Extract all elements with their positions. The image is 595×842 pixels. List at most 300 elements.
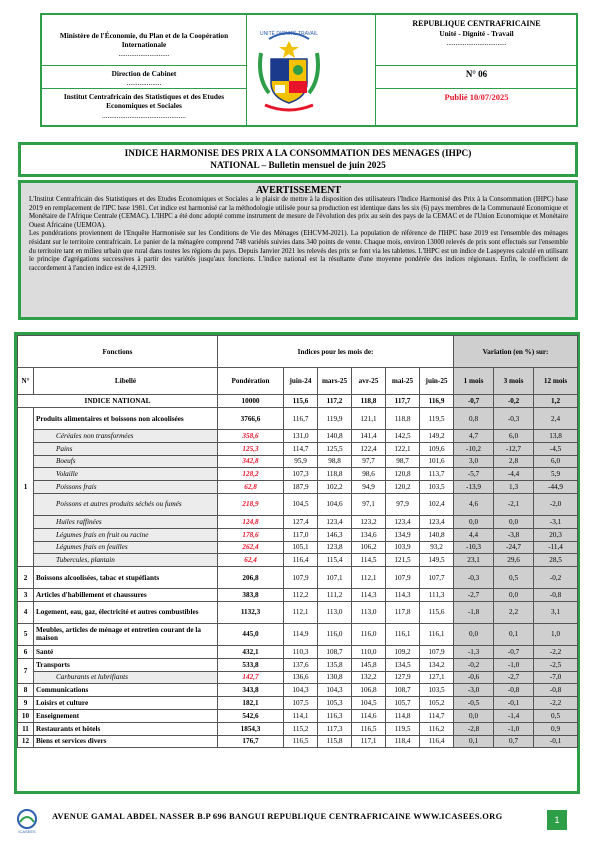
- variation-cell: 3,0: [454, 455, 494, 468]
- index-value-cell: 119,5: [420, 408, 454, 430]
- index-value-cell: 116,5: [352, 722, 386, 735]
- weight-cell: 124,8: [218, 515, 284, 528]
- variation-cell: -4,4: [494, 468, 534, 481]
- index-value-cell: 102,4: [420, 493, 454, 515]
- index-value-cell: 149,5: [420, 554, 454, 567]
- header-var: 1 mois: [454, 368, 494, 395]
- weight-cell: 533,8: [218, 658, 284, 671]
- header-month: avr-25: [352, 368, 386, 395]
- header-month: juin-25: [420, 368, 454, 395]
- index-value-cell: 110,0: [352, 645, 386, 658]
- index-value-cell: 104,3: [318, 684, 352, 697]
- emblem-motto: UNITÉ DIGNITÉ TRAVAIL: [259, 31, 319, 37]
- index-value-cell: 114,3: [352, 589, 386, 602]
- index-value-cell: 115,6: [420, 601, 454, 623]
- index-value-cell: 108,7: [386, 684, 420, 697]
- index-value-cell: 135,8: [318, 658, 352, 671]
- variation-cell: 0,0: [494, 515, 534, 528]
- warning-heading: AVERTISSEMENT: [255, 185, 342, 196]
- weight-cell: 128,2: [218, 468, 284, 481]
- variation-cell: -24,7: [494, 541, 534, 554]
- index-value-cell: 116,4: [420, 735, 454, 748]
- ministry-dots: ............................: [118, 49, 170, 58]
- function-row: [18, 408, 578, 430]
- index-value-cell: 117,1: [352, 735, 386, 748]
- function-label: Loisirs et culture: [34, 697, 218, 710]
- index-value-cell: 117,3: [318, 722, 352, 735]
- header-right: [375, 15, 577, 125]
- variation-cell: -1,3: [454, 645, 494, 658]
- title-line-1: INDICE HARMONISE DES PRIX A LA CONSOMMATION DES MENAGES (IHPC): [124, 149, 472, 159]
- variation-cell: -1,4: [494, 709, 534, 722]
- header-no: N°: [18, 368, 34, 395]
- index-value-cell: 107,3: [284, 468, 318, 481]
- variation-cell: 0,0: [454, 709, 494, 722]
- sub-item-row: [18, 515, 578, 528]
- variation-cell: 4,6: [454, 493, 494, 515]
- function-label: Biens et services divers: [34, 735, 218, 748]
- institute-name: Institut Centrafricain des Statistiques et des Etudes Economiques et Sociales: [63, 92, 225, 110]
- variation-cell: 0,5: [494, 567, 534, 589]
- variation-cell: -10,3: [454, 541, 494, 554]
- function-number: 8: [18, 684, 34, 697]
- sub-item-label: Volaille: [34, 468, 218, 481]
- sub-item-label: Carburants et lubrifiants: [34, 671, 218, 684]
- national-val: 117,7: [386, 395, 420, 408]
- header-var: 12 mois: [534, 368, 578, 395]
- weight-cell: 62,4: [218, 554, 284, 567]
- index-value-cell: 107,9: [284, 567, 318, 589]
- sub-item-label: Boeufs: [34, 455, 218, 468]
- weight-cell: 358,6: [218, 430, 284, 443]
- variation-cell: 4,4: [454, 528, 494, 541]
- variation-cell: -0,3: [494, 408, 534, 430]
- index-value-cell: 123,2: [352, 515, 386, 528]
- index-value-cell: 114,6: [352, 709, 386, 722]
- index-value-cell: 114,3: [386, 589, 420, 602]
- index-value-cell: 105,3: [318, 697, 352, 710]
- variation-cell: 29,6: [494, 554, 534, 567]
- weight-cell: 1854,3: [218, 722, 284, 735]
- header-ponderation: Pondération: [218, 368, 284, 395]
- function-row: [18, 697, 578, 710]
- function-label: Meubles, articles de ménage et entretien courant de la maison: [34, 623, 218, 645]
- index-value-cell: 118,8: [318, 468, 352, 481]
- cabinet-name: Direction de Cabinet: [111, 69, 177, 78]
- index-value-cell: 116,5: [284, 735, 318, 748]
- index-value-cell: 95,9: [284, 455, 318, 468]
- function-row: [18, 645, 578, 658]
- index-value-cell: 112,1: [284, 601, 318, 623]
- variation-cell: -11,4: [534, 541, 578, 554]
- variation-cell: 20,3: [534, 528, 578, 541]
- variation-cell: -1,0: [494, 722, 534, 735]
- function-row: [18, 658, 578, 671]
- sub-item-row: [18, 455, 578, 468]
- sub-item-label: Légumes frais en feuilles: [34, 541, 218, 554]
- index-value-cell: 116,4: [284, 554, 318, 567]
- variation-cell: 0,9: [534, 722, 578, 735]
- index-value-cell: 116,3: [318, 709, 352, 722]
- sub-item-label: Poissons frais: [34, 481, 218, 494]
- function-number: 11: [18, 722, 34, 735]
- index-value-cell: 110,3: [284, 645, 318, 658]
- ministry-name: Ministère de l'Économie, du Plan et de la Coopération Internationale: [59, 31, 229, 49]
- national-var: -0,2: [494, 395, 534, 408]
- variation-cell: 4,7: [454, 430, 494, 443]
- index-value-cell: 103,9: [386, 541, 420, 554]
- function-number: 2: [18, 567, 34, 589]
- sub-item-label: Tubercules, plantain: [34, 554, 218, 567]
- weight-cell: 176,7: [218, 735, 284, 748]
- index-value-cell: 97,7: [352, 455, 386, 468]
- warning-box: [18, 180, 578, 320]
- index-value-cell: 122,1: [386, 442, 420, 455]
- index-value-cell: 127,1: [420, 671, 454, 684]
- index-value-cell: 117,0: [284, 528, 318, 541]
- national-index-row: [18, 395, 578, 408]
- variation-cell: -13,9: [454, 481, 494, 494]
- logo-text: ICASEES: [18, 829, 36, 834]
- function-row: [18, 589, 578, 602]
- variation-cell: -2,2: [534, 697, 578, 710]
- bulletin-number: N° 06: [465, 69, 488, 79]
- weight-cell: 125,3: [218, 442, 284, 455]
- index-value-cell: 142,5: [386, 430, 420, 443]
- weight-cell: 342,8: [218, 455, 284, 468]
- function-label: Enseignement: [34, 709, 218, 722]
- variation-cell: 2,4: [534, 408, 578, 430]
- sub-item-label: Poissons et autres produits séchés ou fumés: [34, 493, 218, 515]
- variation-cell: 6,0: [534, 455, 578, 468]
- index-value-cell: 116,1: [420, 623, 454, 645]
- index-value-cell: 101,6: [420, 455, 454, 468]
- index-value-cell: 131,0: [284, 430, 318, 443]
- sub-item-row: [18, 554, 578, 567]
- variation-cell: -2,2: [534, 645, 578, 658]
- national-pond: 10000: [218, 395, 284, 408]
- index-value-cell: 121,1: [352, 408, 386, 430]
- variation-cell: 13,8: [534, 430, 578, 443]
- variation-cell: -0,1: [534, 735, 578, 748]
- national-val: 117,2: [318, 395, 352, 408]
- index-value-cell: 116,0: [318, 623, 352, 645]
- header-var: 3 mois: [494, 368, 534, 395]
- warning-paragraph-1: L'Institut Centrafricain des Statistiques et des Etudes Economiques et Sociales a le plaisir de mettre à la disposition des utilisateurs l'Indice Harmonisé des Prix à la Consommation (IHPC) base 2019 en remplacement de l'IPC base 1981. Cet indice est harmonisé car la méthodologie utilisée pour sa production est identique dans les six (6) pays membres de la Communauté Economique et Monétaire de l'Afrique Centrale (CEMAC). L'IHPC a été donc adopté comme instrument de mesure de l'évolution des prix au sein des pays de la CEMAC et de l'Union Economique et Monétaire Ouest Africaine (UEMOA).: [29, 196, 568, 229]
- sub-item-row: [18, 468, 578, 481]
- index-value-cell: 116,0: [352, 623, 386, 645]
- index-value-cell: 111,2: [318, 589, 352, 602]
- index-value-cell: 107,1: [318, 567, 352, 589]
- variation-cell: -2,7: [494, 671, 534, 684]
- weight-cell: 542,6: [218, 709, 284, 722]
- index-value-cell: 115,4: [318, 554, 352, 567]
- publication-date: Publié 10/07/2025: [444, 92, 509, 102]
- variation-cell: -44,9: [534, 481, 578, 494]
- index-value-cell: 109,2: [386, 645, 420, 658]
- variation-cell: -0,5: [454, 697, 494, 710]
- function-label: Boissons alcoolisées, tabac et stupéfiants: [34, 567, 218, 589]
- variation-cell: 0,0: [494, 589, 534, 602]
- index-value-cell: 105,1: [284, 541, 318, 554]
- weight-cell: 62,8: [218, 481, 284, 494]
- index-value-cell: 98,8: [318, 455, 352, 468]
- weight-cell: 1132,3: [218, 601, 284, 623]
- index-value-cell: 134,6: [352, 528, 386, 541]
- variation-cell: -3,8: [494, 528, 534, 541]
- variation-cell: -0,8: [534, 589, 578, 602]
- index-value-cell: 114,5: [352, 554, 386, 567]
- variation-cell: -4,5: [534, 442, 578, 455]
- index-value-cell: 117,8: [386, 601, 420, 623]
- index-value-cell: 107,7: [420, 567, 454, 589]
- index-value-cell: 107,9: [420, 645, 454, 658]
- variation-cell: 0,5: [534, 709, 578, 722]
- index-value-cell: 119,9: [318, 408, 352, 430]
- index-value-cell: 134,2: [420, 658, 454, 671]
- function-row: [18, 709, 578, 722]
- index-value-cell: 108,7: [318, 645, 352, 658]
- function-label: Transports: [34, 658, 218, 671]
- index-value-cell: 146,3: [318, 528, 352, 541]
- function-label: Restaurants et hôtels: [34, 722, 218, 735]
- variation-cell: 5,9: [534, 468, 578, 481]
- sub-item-label: Huiles raffinées: [34, 515, 218, 528]
- index-value-cell: 140,8: [420, 528, 454, 541]
- index-value-cell: 137,6: [284, 658, 318, 671]
- index-value-cell: 114,8: [386, 709, 420, 722]
- institute-dots: ..............................................: [102, 111, 186, 120]
- index-value-cell: 115,2: [284, 722, 318, 735]
- variation-cell: -0,8: [534, 684, 578, 697]
- sub-item-row: [18, 481, 578, 494]
- header-month: juin-24: [284, 368, 318, 395]
- variation-cell: -2,7: [454, 589, 494, 602]
- index-value-cell: 104,3: [284, 684, 318, 697]
- weight-cell: 445,0: [218, 623, 284, 645]
- index-value-cell: 112,1: [352, 567, 386, 589]
- header-libelle: Libellé: [34, 368, 218, 395]
- index-value-cell: 103,5: [420, 481, 454, 494]
- header-month: mars-25: [318, 368, 352, 395]
- weight-cell: 343,8: [218, 684, 284, 697]
- function-number: 12: [18, 735, 34, 748]
- weight-cell: 432,1: [218, 645, 284, 658]
- function-number: 3: [18, 589, 34, 602]
- sub-item-row: [18, 493, 578, 515]
- index-value-cell: 105,7: [386, 697, 420, 710]
- index-value-cell: 141,4: [352, 430, 386, 443]
- variation-cell: -1,0: [494, 658, 534, 671]
- weight-cell: 142,7: [218, 671, 284, 684]
- national-var: -0,7: [454, 395, 494, 408]
- index-value-cell: 118,8: [386, 408, 420, 430]
- index-value-cell: 104,5: [284, 493, 318, 515]
- index-value-cell: 102,2: [318, 481, 352, 494]
- index-value-cell: 112,2: [284, 589, 318, 602]
- variation-cell: 28,5: [534, 554, 578, 567]
- sub-item-label: Céréales non transformées: [34, 430, 218, 443]
- variation-cell: 1,3: [494, 481, 534, 494]
- function-row: [18, 735, 578, 748]
- national-label: INDICE NATIONAL: [18, 395, 218, 408]
- index-value-cell: 115,8: [318, 735, 352, 748]
- variation-cell: -2,0: [534, 493, 578, 515]
- header-block: [40, 13, 578, 127]
- weight-cell: 178,6: [218, 528, 284, 541]
- index-value-cell: 145,8: [352, 658, 386, 671]
- index-value-cell: 113,0: [352, 601, 386, 623]
- index-value-cell: 119,5: [386, 722, 420, 735]
- function-row: [18, 684, 578, 697]
- index-value-cell: 106,2: [352, 541, 386, 554]
- weight-cell: 206,8: [218, 567, 284, 589]
- header-month: mai-25: [386, 368, 420, 395]
- header-fonctions: Fonctions: [18, 336, 218, 368]
- national-val: 115,6: [284, 395, 318, 408]
- index-value-cell: 113,0: [318, 601, 352, 623]
- index-value-cell: 122,4: [352, 442, 386, 455]
- cabinet-dots: ...................: [126, 78, 162, 87]
- footer-address: AVENUE GAMAL ABDEL NASSER B.P 696 BANGUI REPUBLIQUE CENTRAFRICAINE WWW.ICASEES.ORG: [52, 811, 503, 821]
- function-number: 10: [18, 709, 34, 722]
- page-number: 1: [547, 810, 567, 830]
- index-value-cell: 93,2: [420, 541, 454, 554]
- index-value-cell: 109,6: [420, 442, 454, 455]
- index-value-cell: 111,3: [420, 589, 454, 602]
- function-label: Logement, eau, gaz, électricité et autres combustibles: [34, 601, 218, 623]
- index-value-cell: 123,4: [386, 515, 420, 528]
- variation-cell: -2,1: [494, 493, 534, 515]
- index-value-cell: 98,6: [352, 468, 386, 481]
- variation-cell: 6,0: [494, 430, 534, 443]
- variation-cell: -1,8: [454, 601, 494, 623]
- variation-cell: 0,1: [494, 623, 534, 645]
- variation-cell: 2,2: [494, 601, 534, 623]
- variation-cell: -3,1: [534, 515, 578, 528]
- index-value-cell: 114,7: [284, 442, 318, 455]
- coat-of-arms-emblem: [255, 23, 323, 117]
- variation-cell: -12,7: [494, 442, 534, 455]
- national-motto: Unité - Dignité - Travail: [439, 29, 514, 38]
- sub-item-row: [18, 671, 578, 684]
- variation-cell: 2,8: [494, 455, 534, 468]
- variation-cell: 3,1: [534, 601, 578, 623]
- variation-cell: -0,1: [494, 697, 534, 710]
- sub-item-label: Légumes frais en fruit ou racine: [34, 528, 218, 541]
- weight-cell: 182,1: [218, 697, 284, 710]
- function-row: [18, 623, 578, 645]
- function-number: 1: [18, 408, 34, 567]
- header-left: [42, 15, 247, 125]
- function-label: Santé: [34, 645, 218, 658]
- index-value-cell: 130,8: [318, 671, 352, 684]
- index-value-cell: 136,6: [284, 671, 318, 684]
- function-number: 7: [18, 658, 34, 684]
- motto-dots: .................................: [446, 38, 507, 47]
- index-value-cell: 134,9: [386, 528, 420, 541]
- function-label: Communications: [34, 684, 218, 697]
- variation-cell: -3,0: [454, 684, 494, 697]
- variation-cell: 0,7: [494, 735, 534, 748]
- index-value-cell: 113,7: [420, 468, 454, 481]
- index-value-cell: 107,9: [386, 567, 420, 589]
- index-value-cell: 187,9: [284, 481, 318, 494]
- variation-cell: -7,0: [534, 671, 578, 684]
- variation-cell: 0,8: [454, 408, 494, 430]
- index-value-cell: 125,5: [318, 442, 352, 455]
- warning-paragraph-2: Les pondérations proviennent de l'Enquête Harmonisée sur les Conditions de Vie des Ménages (EHCVM-2021). La population de référence de l'IHPC base 2019 est l'ensemble des ménages résidant sur le territoire centrafricain. Le panier de la ménagère comprend 748 variétés suivies dans 340 points de vente. Chaque mois, environ 13000 relevés de prix sont effectués sur l'ensemble du territoire tant en milieu urbain que rural dans toutes les régions du pays. Depuis Janvier 2021 les relevés des prix se font via les tablettes. L'IHPC est un indice de Laspeyres calculé en utilisant le principe d'agrégations successives à partir des variétés jusqu'aux fonctions. L'indice national est la résultante d'une moyenne pondérée des indices régionaux. Enfin, le coefficient de raccordement à l'ancien indice est de 4,12919.: [29, 230, 568, 272]
- title-line-2: NATIONAL – Bulletin mensuel de juin 2025: [210, 161, 386, 171]
- index-value-cell: 103,5: [420, 684, 454, 697]
- function-number: 9: [18, 697, 34, 710]
- function-label: Produits alimentaires et boissons non alcoolisées: [34, 408, 218, 430]
- weight-cell: 262,4: [218, 541, 284, 554]
- index-value-cell: 120,8: [386, 468, 420, 481]
- index-value-cell: 104,6: [318, 493, 352, 515]
- index-value-cell: 94,9: [352, 481, 386, 494]
- index-value-cell: 120,2: [386, 481, 420, 494]
- sub-item-row: [18, 430, 578, 443]
- index-value-cell: 114,9: [284, 623, 318, 645]
- variation-cell: -0,2: [454, 658, 494, 671]
- index-value-cell: 104,5: [352, 697, 386, 710]
- ihpc-table: [17, 335, 578, 748]
- index-value-cell: 97,1: [352, 493, 386, 515]
- index-value-cell: 97,9: [386, 493, 420, 515]
- variation-cell: -10,2: [454, 442, 494, 455]
- header-indices: Indices pour les mois de:: [218, 336, 454, 368]
- price-index-table: [14, 332, 580, 794]
- index-value-cell: 118,4: [386, 735, 420, 748]
- index-value-cell: 132,2: [352, 671, 386, 684]
- index-value-cell: 123,4: [318, 515, 352, 528]
- variation-cell: 0,1: [454, 735, 494, 748]
- variation-cell: 23,1: [454, 554, 494, 567]
- function-row: [18, 601, 578, 623]
- index-value-cell: 121,5: [386, 554, 420, 567]
- variation-cell: -0,6: [454, 671, 494, 684]
- header-variation: Variation (en %) sur:: [454, 336, 578, 368]
- index-value-cell: 106,8: [352, 684, 386, 697]
- sub-item-row: [18, 528, 578, 541]
- weight-cell: 3766,6: [218, 408, 284, 430]
- function-row: [18, 567, 578, 589]
- variation-cell: -2,8: [454, 722, 494, 735]
- index-value-cell: 98,7: [386, 455, 420, 468]
- index-value-cell: 116,1: [386, 623, 420, 645]
- variation-cell: -0,3: [454, 567, 494, 589]
- weight-cell: 218,9: [218, 493, 284, 515]
- variation-cell: -5,7: [454, 468, 494, 481]
- variation-cell: -2,5: [534, 658, 578, 671]
- index-value-cell: 127,9: [386, 671, 420, 684]
- weight-cell: 383,8: [218, 589, 284, 602]
- function-number: 5: [18, 623, 34, 645]
- bulletin-title: [18, 142, 578, 177]
- function-number: 4: [18, 601, 34, 623]
- index-value-cell: 107,5: [284, 697, 318, 710]
- index-value-cell: 134,5: [386, 658, 420, 671]
- sub-item-row: [18, 442, 578, 455]
- index-value-cell: 123,4: [420, 515, 454, 528]
- national-val: 116,9: [420, 395, 454, 408]
- index-value-cell: 116,7: [284, 408, 318, 430]
- variation-cell: -0,8: [494, 684, 534, 697]
- index-value-cell: 123,8: [318, 541, 352, 554]
- icasees-logo: [14, 808, 40, 834]
- variation-cell: 0,0: [454, 515, 494, 528]
